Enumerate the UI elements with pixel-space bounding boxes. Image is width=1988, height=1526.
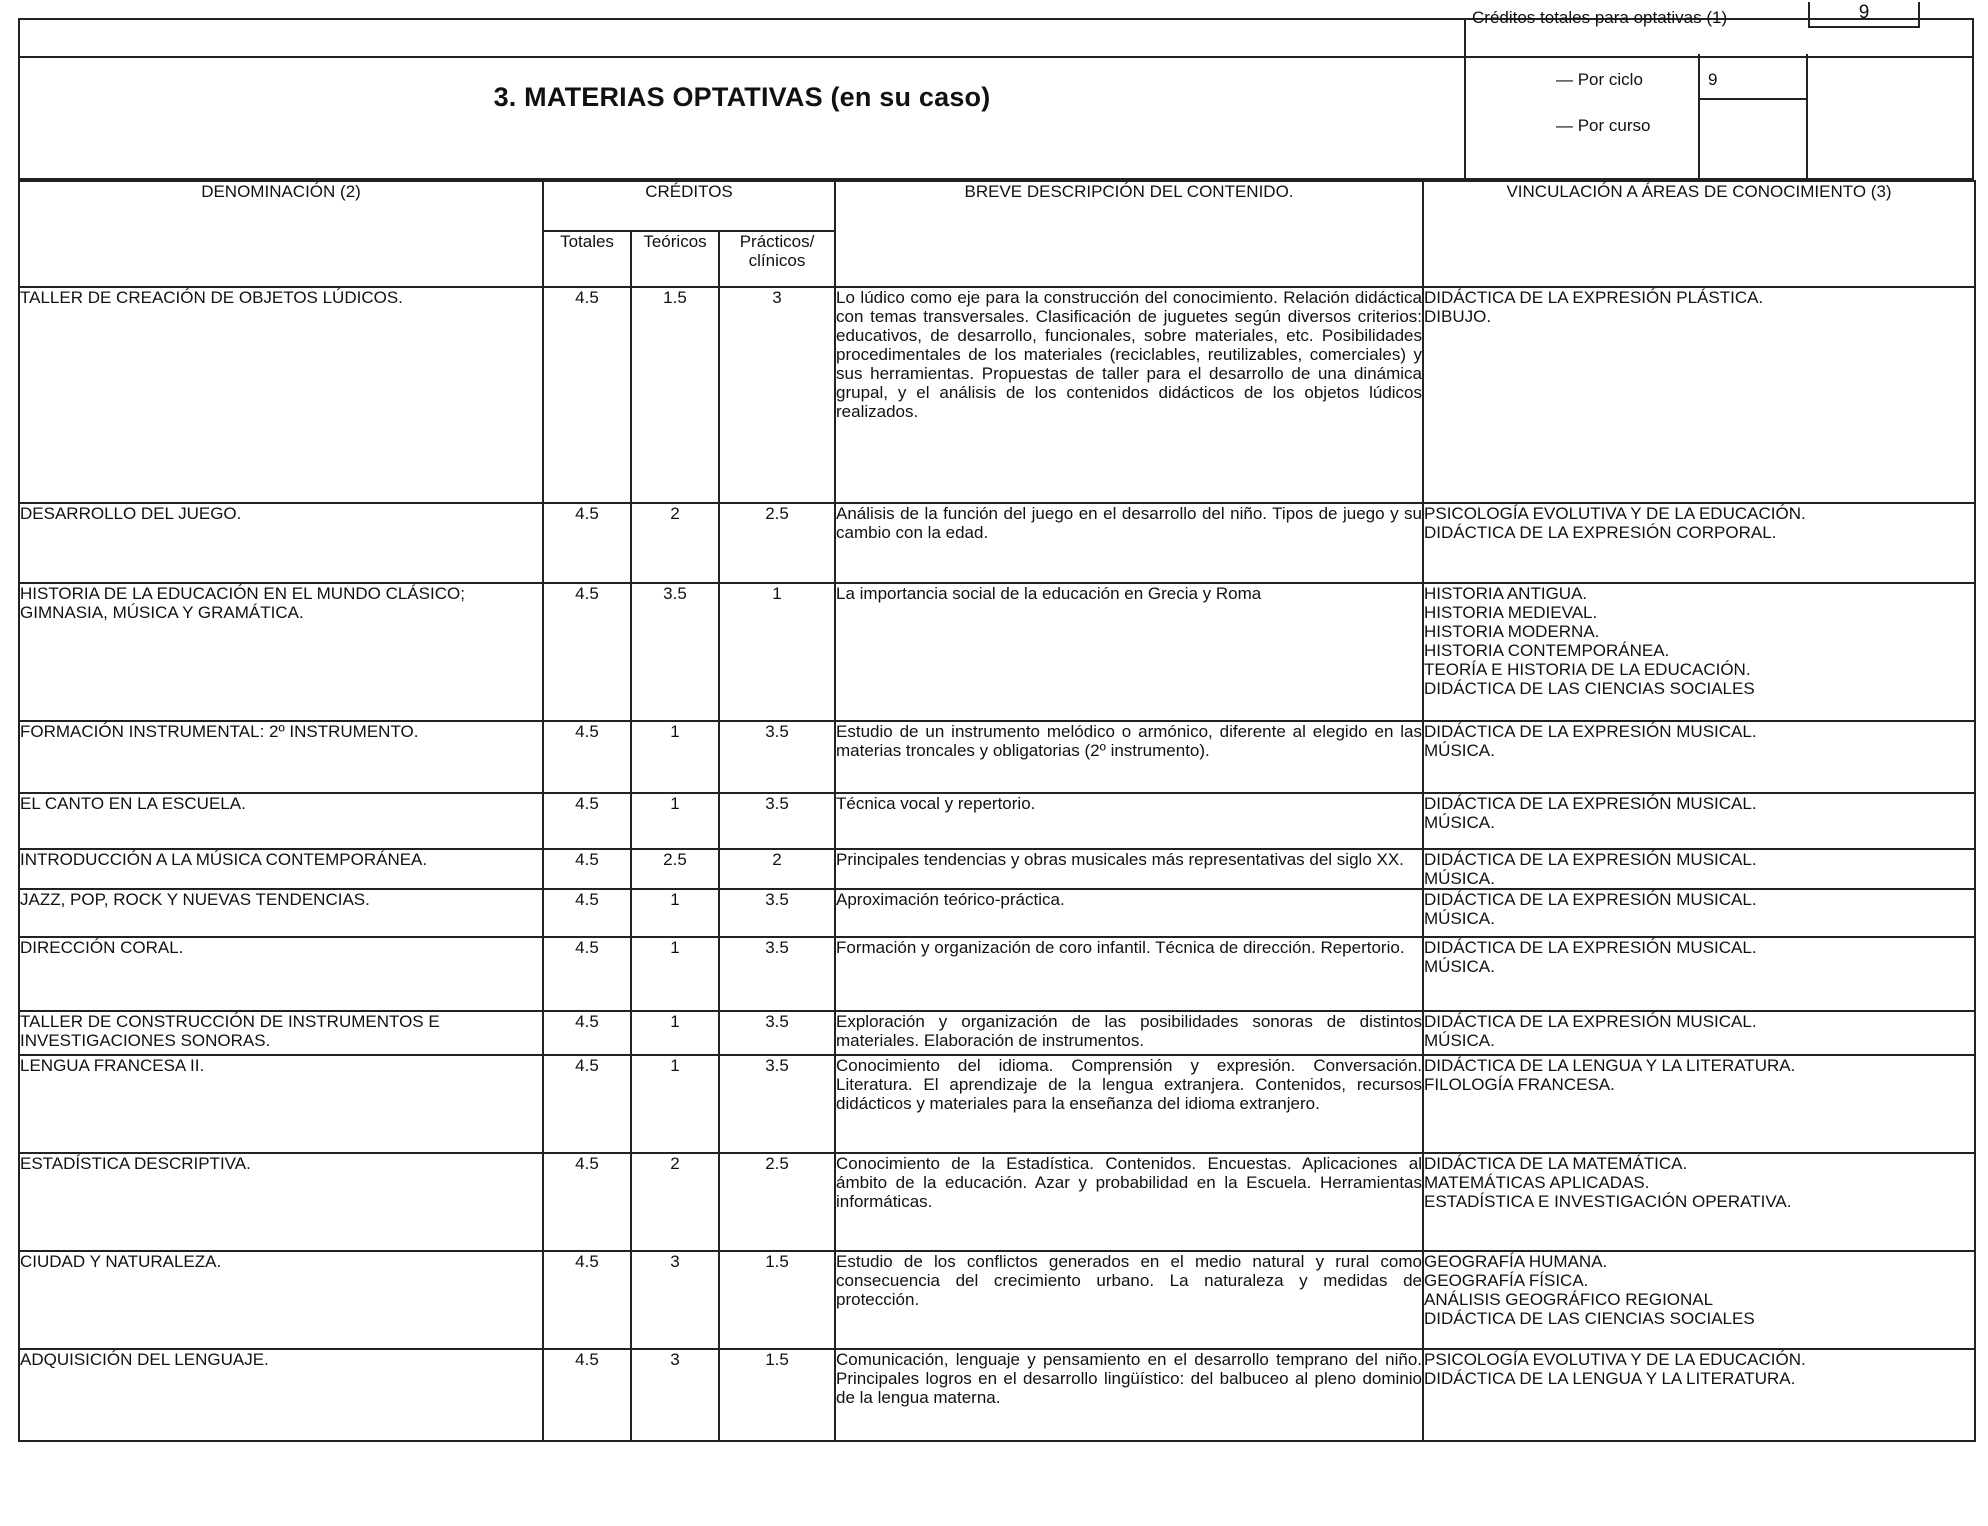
creditos-practicos: 3 [719,287,835,503]
materia-description: Estudio de los conflictos generados en el medio natural y rural como consecuencia del crecimiento urbano. La naturaleza y medidas de protección. [835,1251,1423,1349]
materia-description: Estudio de un instrumento melódico o armónico, diferente al elegido en las materias troncales y obligatorias (2º instrumento). [835,721,1423,793]
area-item: DIDÁCTICA DE LA LENGUA Y LA LITERATURA. [1424,1369,1796,1388]
creditos-totales: 4.5 [543,721,631,793]
area-item: HISTORIA MEDIEVAL. [1424,603,1598,622]
area-item: DIDÁCTICA DE LA EXPRESIÓN CORPORAL. [1424,523,1777,542]
areas-conocimiento [1423,1251,1975,1349]
materia-name: LENGUA FRANCESA II. [19,1055,543,1153]
area-item: PSICOLOGÍA EVOLUTIVA Y DE LA EDUCACIÓN. [1424,504,1806,523]
area-item: MÚSICA. [1424,909,1495,928]
area-item: MATEMÁTICAS APLICADAS. [1424,1173,1650,1192]
area-item: DIDÁCTICA DE LA MATEMÁTICA. [1424,1154,1688,1173]
creditos-practicos: 3.5 [719,793,835,849]
area-item: PSICOLOGÍA EVOLUTIVA Y DE LA EDUCACIÓN. [1424,1350,1806,1369]
materia-name: CIUDAD Y NATURALEZA. [19,1251,543,1349]
areas-conocimiento [1423,1349,1975,1441]
creditos-totales: 4.5 [543,287,631,503]
creditos-teoricos: 3.5 [631,583,719,721]
table-row [19,721,1975,793]
creditos-totales: 4.5 [543,793,631,849]
area-item: DIDÁCTICA DE LAS CIENCIAS SOCIALES [1424,1309,1755,1328]
table-row [19,889,1975,937]
materia-description: Principales tendencias y obras musicales más representativas del siglo XX. [835,849,1423,889]
materia-description: La importancia social de la educación en Grecia y Roma [835,583,1423,721]
header-block [18,18,1974,180]
area-item: MÚSICA. [1424,1031,1495,1050]
materia-name: FORMACIÓN INSTRUMENTAL: 2º INSTRUMENTO. [19,721,543,793]
table-body [19,287,1975,1441]
creditos-totales: 4.5 [543,1153,631,1251]
materia-description: Lo lúdico como eje para la construcción del conocimiento. Relación didáctica con temas transversales. Clasificación de juguetes según diversos criterios: educativos, de desarrollo, funcionales, sobre materiales, etc. Posibilidades procedimentales de los materiales (reciclables, reutilizables, comerciales) y sus herramientas. Propuestas de taller para el desarrollo de una dinámica grupal, y el análisis de los contenidos didácticos de los objetos lúdicos realizados. [835,287,1423,503]
areas-conocimiento [1423,503,1975,583]
header-divider-vertical [1464,20,1466,178]
areas-conocimiento [1423,721,1975,793]
creditos-teoricos: 1 [631,937,719,1011]
table-row [19,1153,1975,1251]
creditos-teoricos: 1 [631,1011,719,1055]
area-item: DIDÁCTICA DE LA LENGUA Y LA LITERATURA. [1424,1056,1796,1075]
area-item: FILOLOGÍA FRANCESA. [1424,1075,1615,1094]
materia-name: EL CANTO EN LA ESCUELA. [19,793,543,849]
area-item: DIDÁCTICA DE LA EXPRESIÓN MUSICAL. [1424,890,1757,909]
area-item: MÚSICA. [1424,741,1495,760]
area-item: DIBUJO. [1424,307,1492,326]
table-row [19,583,1975,721]
creditos-totales-label: Créditos totales para optativas (1) [1472,8,1728,27]
col-teoricos: Teóricos [631,231,719,287]
por-ciclo-label: — Por ciclo [1556,70,1643,89]
areas-conocimiento [1423,1153,1975,1251]
creditos-totales: 4.5 [543,503,631,583]
por-curso-label: — Por curso [1556,116,1651,135]
materia-description: Conocimiento de la Estadística. Contenidos. Encuestas. Aplicaciones al ámbito de la educación. Azar y probabilidad en la Escuela. Herramientas informáticas. [835,1153,1423,1251]
creditos-teoricos: 2 [631,1153,719,1251]
areas-conocimiento [1423,287,1975,503]
area-item: ESTADÍSTICA E INVESTIGACIÓN OPERATIVA. [1424,1192,1792,1211]
areas-conocimiento [1423,583,1975,721]
creditos-practicos: 1 [719,583,835,721]
table-row [19,793,1975,849]
creditos-teoricos: 1 [631,793,719,849]
materia-name: TALLER DE CREACIÓN DE OBJETOS LÚDICOS. [19,287,543,503]
area-item: DIDÁCTICA DE LA EXPRESIÓN PLÁSTICA. [1424,288,1764,307]
materia-description: Formación y organización de coro infantil. Técnica de dirección. Repertorio. [835,937,1423,1011]
creditos-practicos: 3.5 [719,889,835,937]
creditos-teoricos: 3 [631,1251,719,1349]
materia-name: HISTORIA DE LA EDUCACIÓN EN EL MUNDO CLÁSICO; GIMNASIA, MÚSICA Y GRAMÁTICA. [19,583,543,721]
table-row [19,1055,1975,1153]
areas-conocimiento [1423,937,1975,1011]
materia-description: Análisis de la función del juego en el desarrollo del niño. Tipos de juego y su cambio con la edad. [835,503,1423,583]
table-row [19,1251,1975,1349]
area-item: HISTORIA MODERNA. [1424,622,1600,641]
table-row [19,937,1975,1011]
area-item: MÚSICA. [1424,869,1495,888]
materia-name: TALLER DE CONSTRUCCIÓN DE INSTRUMENTOS E INVESTIGACIONES SONORAS. [19,1011,543,1055]
materia-description: Comunicación, lenguaje y pensamiento en el desarrollo temprano del niño. Principales logros en el desarrollo lingüístico: del balbuceo al pleno dominio de la lengua materna. [835,1349,1423,1441]
creditos-totales: 4.5 [543,849,631,889]
creditos-totales: 4.5 [543,1011,631,1055]
creditos-practicos: 2.5 [719,503,835,583]
creditos-teoricos: 1 [631,889,719,937]
creditos-totales: 4.5 [543,1349,631,1441]
materia-description: Aproximación teórico-práctica. [835,889,1423,937]
creditos-teoricos: 1.5 [631,287,719,503]
table-row [19,1011,1975,1055]
area-item: MÚSICA. [1424,957,1495,976]
materia-name: DIRECCIÓN CORAL. [19,937,543,1011]
creditos-practicos: 2.5 [719,1153,835,1251]
area-item: DIDÁCTICA DE LA EXPRESIÓN MUSICAL. [1424,1012,1757,1031]
areas-conocimiento [1423,1011,1975,1055]
area-item: HISTORIA ANTIGUA. [1424,584,1588,603]
table-row [19,287,1975,503]
creditos-practicos: 3.5 [719,937,835,1011]
materia-description: Técnica vocal y repertorio. [835,793,1423,849]
creditos-teoricos: 3 [631,1349,719,1441]
section-title: 3. MATERIAS OPTATIVAS (en su caso) [493,82,991,112]
creditos-teoricos: 2 [631,503,719,583]
table-row [19,503,1975,583]
creditos-teoricos: 1 [631,721,719,793]
creditos-totales: 4.5 [543,889,631,937]
header-divider-horizontal [20,56,1972,58]
creditos-practicos: 1.5 [719,1349,835,1441]
area-item: MÚSICA. [1424,813,1495,832]
area-item: HISTORIA CONTEMPORÁNEA. [1424,641,1670,660]
areas-conocimiento [1423,889,1975,937]
table-row [19,849,1975,889]
materia-name: ADQUISICIÓN DEL LENGUAJE. [19,1349,543,1441]
materia-description: Conocimiento del idioma. Comprensión y expresión. Conversación. Literatura. El aprendizaje de la lengua extranjera. Contenidos, recursos didácticos y materiales para la enseñanza del idioma extranjero. [835,1055,1423,1153]
materia-name: JAZZ, POP, ROCK Y NUEVAS TENDENCIAS. [19,889,543,937]
materia-name: INTRODUCCIÓN A LA MÚSICA CONTEMPORÁNEA. [19,849,543,889]
area-item: ANÁLISIS GEOGRÁFICO REGIONAL [1424,1290,1714,1309]
area-item: DIDÁCTICA DE LAS CIENCIAS SOCIALES [1424,679,1755,698]
creditos-totales: 4.5 [543,1251,631,1349]
materia-name: DESARROLLO DEL JUEGO. [19,503,543,583]
materia-description: Exploración y organización de las posibilidades sonoras de distintos materiales. Elaboración de instrumentos. [835,1011,1423,1055]
creditos-totales: 4.5 [543,1055,631,1153]
creditos-totales: 4.5 [543,937,631,1011]
table-row [19,1349,1975,1441]
col-practicos: Prácticos/ clínicos [719,231,835,287]
creditos-totales: 4.5 [543,583,631,721]
areas-conocimiento [1423,793,1975,849]
areas-conocimiento [1423,1055,1975,1153]
col-totales: Totales [543,231,631,287]
col-vinculacion: VINCULACIÓN A ÁREAS DE CONOCIMIENTO (3) [1423,181,1975,287]
area-item: DIDÁCTICA DE LA EXPRESIÓN MUSICAL. [1424,850,1757,869]
creditos-teoricos: 1 [631,1055,719,1153]
creditos-practicos: 2 [719,849,835,889]
area-item: DIDÁCTICA DE LA EXPRESIÓN MUSICAL. [1424,794,1757,813]
creditos-teoricos: 2.5 [631,849,719,889]
area-item: DIDÁCTICA DE LA EXPRESIÓN MUSICAL. [1424,722,1757,741]
creditos-practicos: 3.5 [719,1055,835,1153]
area-item: GEOGRAFÍA FÍSICA. [1424,1271,1589,1290]
materias-table [18,180,1976,1442]
creditos-totales-value: 9 [1808,2,1920,28]
area-item: TEORÍA E HISTORIA DE LA EDUCACIÓN. [1424,660,1751,679]
col-denominacion: DENOMINACIÓN (2) [19,181,543,287]
area-item: GEOGRAFÍA HUMANA. [1424,1252,1608,1271]
materia-name: ESTADÍSTICA DESCRIPTIVA. [19,1153,543,1251]
creditos-practicos: 1.5 [719,1251,835,1349]
creditos-practicos: 3.5 [719,1011,835,1055]
por-ciclo-value: 9 [1708,70,1718,89]
creditos-practicos: 3.5 [719,721,835,793]
area-item: DIDÁCTICA DE LA EXPRESIÓN MUSICAL. [1424,938,1757,957]
col-descripcion: BREVE DESCRIPCIÓN DEL CONTENIDO. [835,181,1423,287]
col-creditos: CRÉDITOS [543,181,835,231]
areas-conocimiento [1423,849,1975,889]
